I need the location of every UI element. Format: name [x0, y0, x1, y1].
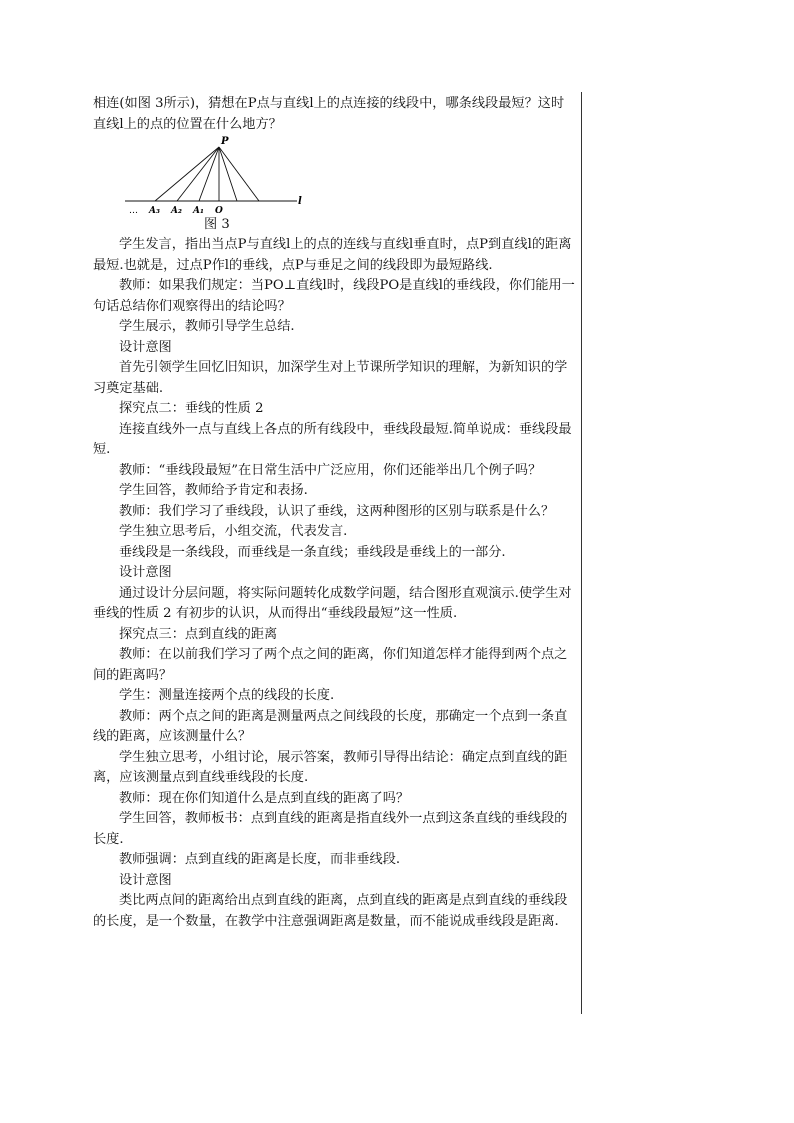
lesson-content: [93, 94, 577, 932]
paragraph: 垂线段是一条线段，而垂线是一条直线；垂线段是垂线上的一部分.: [119, 544, 506, 560]
section-heading: 探究点二：垂线的性质 2: [119, 401, 264, 416]
paragraph: 通过设计分层问题，将实际问题转化成数学问题，结合图形直观演示.使学生对垂线的性质 2 有初步的认识，从而得出“垂线段最短”这一性质.: [93, 585, 572, 621]
label-p: P: [221, 136, 229, 147]
paragraph-intro: 相连(如图 3所示)，猜想在P点与直线l上的点连接的线段中，哪条线段最短？这时直线l上的点的位置在什么地方？: [93, 96, 565, 132]
paragraph: 教师：现在你们知道什么是点到直线的距离了吗？: [119, 790, 410, 806]
segment-pa2: [177, 147, 219, 201]
perpendicular-diagram: [119, 135, 309, 217]
segment-pr1: [219, 147, 237, 201]
paragraph: 教师强调：点到直线的距离是长度，而非垂线段.: [119, 852, 401, 867]
label-ellipsis: …: [129, 206, 138, 216]
paragraph: 学生回答，教师板书：点到直线的距离是指直线外一点到这条直线的垂线段的长度.: [93, 811, 568, 847]
paragraph: 教师：如果我们规定：当PO⊥直线l时，线段PO是直线l的垂线段，你们能用一句话总结你们观察得出的结论吗？: [93, 278, 575, 314]
paragraph: 教师：两个点之间的距离是测量两点之间线段的长度，那确定一个点到一条直线的距离，应该测量什么？: [93, 708, 568, 744]
paragraph: 学生回答，教师给予肯定和表扬.: [119, 483, 308, 498]
label-a3: A₃: [149, 206, 160, 216]
figure-caption: 图 3: [204, 217, 230, 232]
label-o: O: [215, 206, 223, 216]
paragraph: 教师：“垂线段最短”在日常生活中广泛应用，你们还能举出几个例子吗？: [119, 462, 542, 478]
paragraph: 学生：测量连接两个点的线段的长度.: [119, 688, 335, 703]
paragraph: 教师：在以前我们学习了两个点之间的距离，你们知道怎样才能得到两个点之间的距离吗？: [93, 647, 568, 683]
segment-pr2: [219, 147, 259, 201]
section-heading: 设计意图: [119, 565, 172, 580]
section-heading: 探究点三：点到直线的距离: [119, 626, 278, 642]
paragraph: 连接直线外一点与直线上各点的所有线段中，垂线段最短.简单说成：垂线段最短.: [93, 421, 572, 457]
paragraph: 学生独立思考，小组讨论，展示答案，教师引导得出结论：确定点到直线的距离，应该测量点到直线垂线段的长度.: [93, 749, 568, 785]
paragraph: 教师：我们学习了垂线段，认识了垂线，这两种图形的区别与联系是什么？: [119, 503, 555, 519]
paragraph: 学生展示，教师引导学生总结.: [119, 319, 295, 334]
section-heading: 设计意图: [119, 872, 172, 888]
label-l: l: [298, 196, 302, 207]
paragraph: 首先引领学生回忆旧知识，加深学生对上节课所学知识的理解，为新知识的学习奠定基础.: [93, 360, 568, 396]
paragraph: 学生独立思考后，小组交流，代表发言.: [119, 524, 348, 539]
table-border-right: [581, 92, 582, 1014]
label-a1: A₁: [193, 206, 204, 216]
section-heading: 设计意图: [119, 339, 172, 355]
figure-3: [93, 135, 577, 232]
paragraph: 类比两点间的距离给出点到直线的距离，点到直线的距离是点到直线的垂线段的长度，是一个数量，在教学中注意强调距离是数量，而不能说成垂线段是距离.: [93, 893, 568, 929]
label-a2: A₂: [171, 206, 182, 216]
paragraph: 学生发言，指出当点P与直线l上的点的连线与直线l垂直时，点P到直线l的距离最短.也就是，过点P作l的垂线，点P与垂足之间的线段即为最短路线.: [93, 237, 572, 273]
